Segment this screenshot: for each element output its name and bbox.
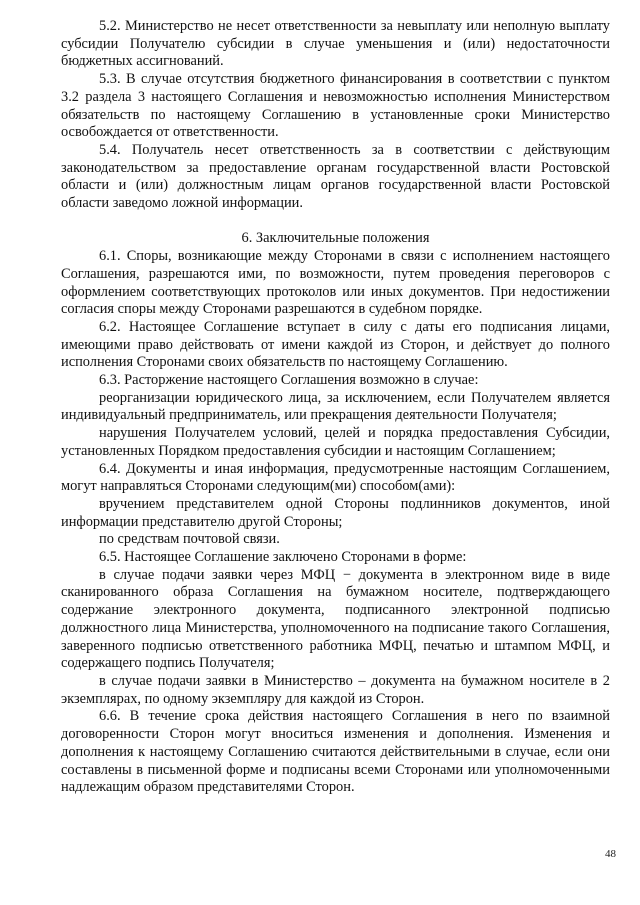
paragraph-6-5-mfc: в случае подачи заявки через МФЦ − документа в электронном виде в виде сканированного образа Соглашения на бумажном носителе, подтверждающего содержание электронного документа, подписанного электронной подписью должностного лица Министерства, уполномоченного на подписание такого Соглашения, заверенного подписью ответственного работника МФЦ, печатью и штампом МФЦ, и содержащего подпись Получателя;	[61, 566, 610, 672]
page-number: 48	[605, 848, 616, 860]
document-page	[61, 18, 610, 797]
paragraph-6-4-hand-delivery: вручением представителем одной Стороны подлинников документов, иной информации представителю другой Стороны;	[61, 495, 610, 530]
paragraph-5-3: 5.3. В случае отсутствия бюджетного финансирования в соответствии с пунктом 3.2 раздела 3 настоящего Соглашения и невозможностью исполнения Министерством обязательств по настоящему Соглашению в установленные сроки Министерство освобождается от ответственности.	[61, 71, 610, 141]
paragraph-6-4: 6.4. Документы и иная информация, предусмотренные настоящим Соглашением, могут направляться Сторонами следующим(ми) способом(ами):	[61, 460, 610, 495]
paragraph-6-5-ministry: в случае подачи заявки в Министерство – документа на бумажном носителе в 2 экземплярах, по одному экземпляру для каждой из Сторон.	[61, 673, 610, 707]
paragraph-5-2: 5.2. Министерство не несет ответственности за невыплату или неполную выплату субсидии Получателю субсидии в случае уменьшения и (или) недостаточности бюджетных ассигнований.	[61, 18, 610, 70]
paragraph-6-6: 6.6. В течение срока действия настоящего Соглашения в него по взаимной договоренности Сторон могут вноситься изменения и дополнения. Изменения и дополнения к настоящему Соглашению считаются действительными в случае, если они составлены в письменной форме и подписаны всеми Сторонами или уполномоченными надлежащим образом представителями Сторон.	[61, 708, 610, 796]
paragraph-6-2: 6.2. Настоящее Соглашение вступает в силу с даты его подписания лицами, имеющими право действовать от имени каждой из Сторон, и действует до полного исполнения Сторонами своих обязательств по настоящему Соглашению.	[61, 318, 610, 371]
paragraph-6-4-postal: по средствам почтовой связи.	[99, 531, 280, 548]
paragraph-6-5: 6.5. Настоящее Соглашение заключено Сторонами в форме:	[99, 549, 467, 566]
paragraph-6-3-reorganization: реорганизации юридического лица, за исключением, если Получателем является индивидуальный предприниматель, или прекращения деятельности Получателя;	[61, 389, 610, 424]
paragraph-5-4: 5.4. Получатель несет ответственность за в соответствии с действующим законодательством за предоставление органам государственной власти Ростовской области и (или) должностным лицам органов государственной власти Ростовской области заведомо ложной информации.	[61, 141, 610, 212]
section-heading: 6. Заключительные положения	[241, 230, 430, 247]
paragraph-6-3: 6.3. Расторжение настоящего Соглашения возможно в случае:	[99, 372, 479, 389]
paragraph-6-1: 6.1. Споры, возникающие между Сторонами в связи с исполнением настоящего Соглашения, разрешаются ими, по возможности, путем проведения переговоров с оформлением соответствующих протоколов или иных документов. При недостижении согласия споры между Сторонами разрешаются в судебном порядке.	[61, 248, 610, 318]
paragraph-6-3-violation: нарушения Получателем условий, целей и порядка предоставления Субсидии, установленных Порядком предоставления субсидии и настоящим Соглашением;	[61, 425, 610, 459]
